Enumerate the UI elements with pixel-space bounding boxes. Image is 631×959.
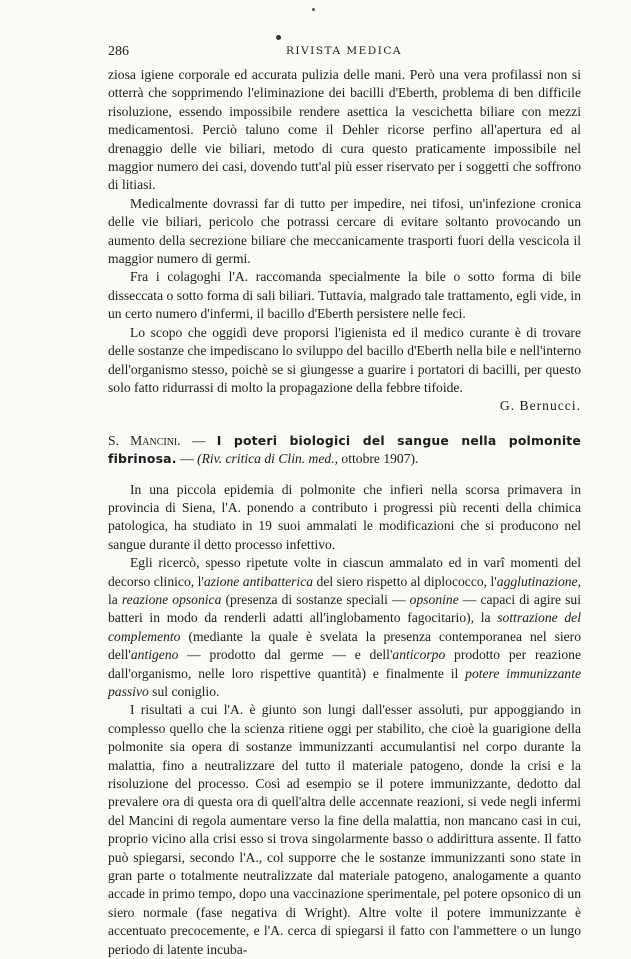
text-run: (presenza di sostanze speciali — [221, 591, 410, 607]
article-author: S. Mancini. [108, 432, 181, 448]
page-body [108, 66, 581, 959]
text-run: , la [108, 573, 581, 607]
text-run: — prodotto dal germe — e dell' [178, 647, 393, 663]
ink-speck [312, 8, 315, 11]
article-citation-date: ottobre 1907). [341, 451, 419, 467]
author-signature: G. Bernucci. [499, 398, 581, 414]
text-run: Egli ricercò, spesso ripetute volte in ciascun ammalato ed in varî momenti del decorso clinico, l' [108, 555, 581, 589]
emphasis: antigeno [130, 647, 179, 663]
emphasis: sottrazione del complemento [108, 610, 581, 644]
page-number: 286 [108, 44, 129, 59]
article-citation: (Riv. critica di Clin. med., [197, 451, 339, 467]
paragraph: ziosa igiene corporale ed accurata pulizia delle mani. Però una vera profilassi non si otterrà che sopprimendo l'eliminazione dei bacilli d'Eberth, problema di ben difficile risoluzione, essendo impossibile rendere asettica la vescichetta biliare con mezzi medicamentosi. Perciò taluno come il Dehler ricorse perfino all'apertura ed al drenaggio delle vie biliari, metodo di cura questo praticamente impossibile nel maggior numero dei casi, dovendo tutt'al più esser riservato per i soggetti che soffrono di litiasi. [108, 67, 581, 193]
running-title: RIVISTA MEDICA [286, 45, 402, 57]
article-title: I poteri biologici del sangue nella polmonite fibrinosa. [108, 432, 582, 467]
paragraph: Lo scopo che oggidì deve proporsi l'igienista ed il medico curante è di trovare delle sostanze che impediscano lo sviluppo del bacillo d'Eberth nella bile e nell'interno dell'organismo stesso, poichè se si giungesse a guarire i portatori di bacilli, per questo solo fatto ridurrassi di molto la propagazione della febbre tifoide. [108, 324, 581, 395]
article-heading [108, 432, 581, 469]
paragraph [108, 554, 581, 701]
emphasis: anticorpo [392, 647, 446, 663]
emphasis: opsonine [409, 591, 459, 607]
emphasis: potere immunizzante passivo [108, 665, 582, 699]
paragraph: In una piccola epidemia di polmonite che infierì nella scorsa primavera in provincia di Siena, l'A. ponendo a contributo i progressi più recenti della chimica patologica, ha studiato in 19 suoi ammalati le modificazioni che si producono nel sangue durante il detto processo infettivo. [108, 481, 581, 552]
page-header [108, 44, 580, 62]
text-run: del siero rispetto al diplococco, l' [313, 573, 497, 589]
text-run: (mediante la quale è svelata la presenza contemporanea nel siero dell' [108, 628, 581, 663]
paragraph: I risultati a cui l'A. è giunto son lungi dall'esser assoluti, pur appoggiando in complesso quello che la scienza ritiene oggi per stabilito, che cioè la guarigione della polmonite sia opera di sostanze immunizzanti accumulantisi nel corpo durante la malattia, fino a neutralizzare del tutto il materiale patogeno, donde la crisi e la risoluzione del processo. Così ad esempio se il potere immunizzante, dedotto dal prevalere ora di questa ora di quell'altra delle accennate reazioni, si vede negli infermi del Mancini di regola aumentare verso la fine della malattia, non mancano casi in cui, proprio vicino alla crisi esso si trova singolarmente basso o addirittura assente. Il fatto può spiegarsi, secondo l'A., col supporre che le sostanze immunizzanti sono state in gran parte o totalmente neutralizzate dal materiale patogeno, analogamente a quanto accade in primo tempo, dopo una vaccinazione sperimentale, pel potere opsonico di un siero normale (fase negativa di Wright). Altre volte il potere immunizzante è accentuato precocemente, e l'A. cerca di spiegarsi il fatto con l'ammettere o un lungo periodo di latente incuba- [108, 702, 581, 957]
emphasis: azione antibatterica [203, 573, 314, 589]
emphasis: reazione opsonica [121, 591, 222, 607]
paragraph: Fra i colagoghi l'A. raccomanda specialmente la bile o sotto forma di bile disseccata o sotto forma di sali biliari. Tuttavia, malgrado tale trattamento, egli vide, in un certo numero d'infermi, il bacillo d'Eberth persistere nelle feci. [108, 269, 581, 322]
emphasis: agglutinazione [496, 573, 578, 589]
text-run: — capaci di agire sui batteri in modo da renderli adatti all'inglobamento fagocitario), la [108, 591, 582, 626]
text-run: sul coniglio. [148, 684, 220, 699]
text-run: prodotto per reazione dall'organismo, nelle loro rispettive quantità) e finalmente il [108, 647, 581, 681]
paragraph: Medicalmente dovrassi far di tutto per impedire, nei tifosi, un'infezione cronica delle vie biliari, pericolo che potrassi cercare di evitare soltanto provocando un aumento della secrezione biliare che meccanicamente trasporti fuori della vescicola il maggior numero di germi. [108, 195, 581, 267]
ink-speck [276, 35, 281, 40]
dash: — [180, 451, 194, 467]
dash: — [191, 432, 206, 448]
